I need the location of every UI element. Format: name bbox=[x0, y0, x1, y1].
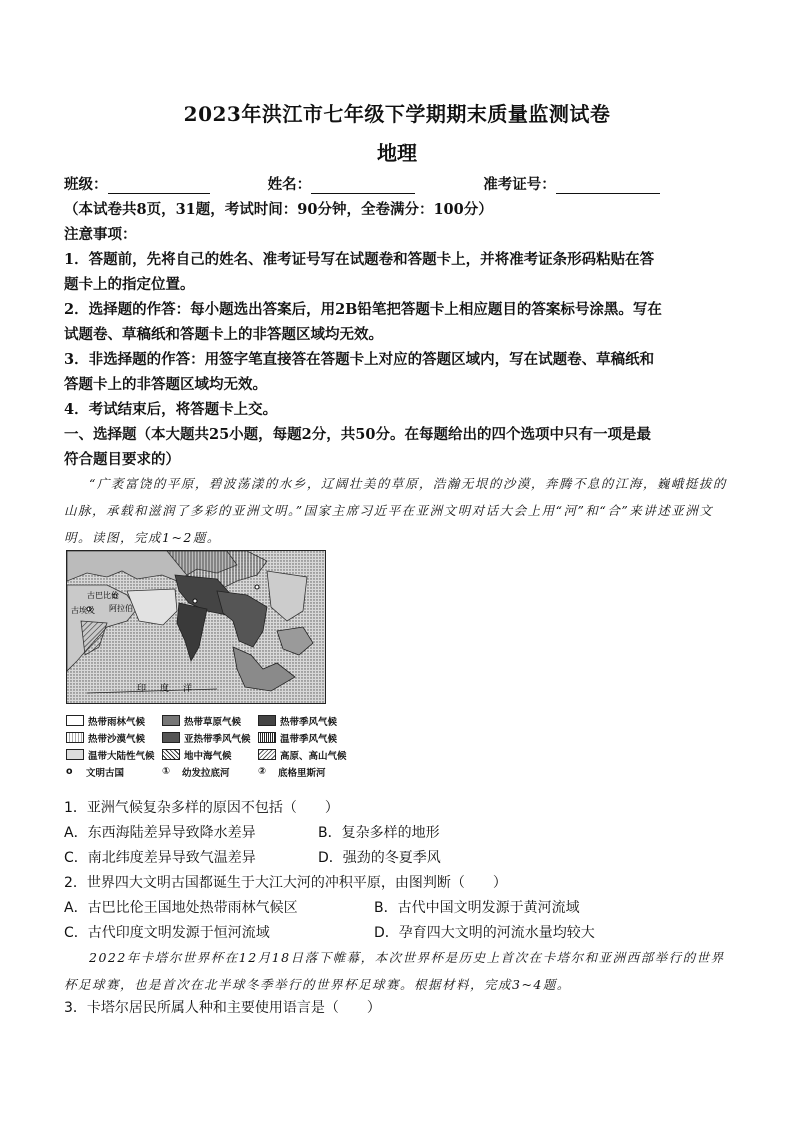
swatch bbox=[258, 749, 276, 760]
section-heading-b: 符合题目要求的） bbox=[64, 451, 180, 468]
swatch bbox=[162, 732, 180, 743]
class-label: 班级： bbox=[64, 176, 108, 193]
note-4: 4．考试结束后，将答题卡上交。 bbox=[64, 401, 278, 418]
civilization-mark: o bbox=[66, 766, 73, 777]
note-2a: 2．选择题的作答：每小题选出答案后，用2B铅笔把答题卡上相应题目的答案标号涂黑。写在 bbox=[64, 301, 662, 318]
exam-note: （本试卷共8页，31题，考试时间：90分钟，全卷满分：100分） bbox=[64, 201, 493, 218]
legend-label: 文明古国 bbox=[86, 767, 125, 779]
id-field[interactable] bbox=[556, 179, 660, 194]
swatch bbox=[258, 732, 276, 743]
section-heading-a: 一、选择题（本大题共25小题，每题2分，共50分。在每题给出的四个选项中只有一项是最 bbox=[64, 426, 651, 443]
name-label: 姓名： bbox=[267, 176, 312, 193]
swatch bbox=[162, 749, 180, 760]
swatch bbox=[162, 715, 180, 726]
notes-heading: 注意事项： bbox=[64, 226, 137, 243]
swatch bbox=[66, 749, 84, 760]
student-info-row bbox=[64, 173, 660, 194]
id-label: 准考证号： bbox=[483, 176, 556, 193]
q1-option-d[interactable]: D．强劲的冬夏季风 bbox=[318, 850, 441, 866]
label-babylon: 古巴比伦 bbox=[87, 591, 119, 600]
euphrates-mark: ① bbox=[162, 766, 171, 777]
asia-climate-map bbox=[66, 550, 326, 704]
legend-label: 温带大陆性气候 bbox=[88, 750, 155, 762]
legend-row bbox=[66, 746, 366, 763]
q2-option-b[interactable]: B．古代中国文明发源于黄河流域 bbox=[374, 900, 580, 916]
note-1b: 题卡上的指定位置。 bbox=[64, 276, 195, 293]
q3-stem: 3．卡塔尔居民所属人种和主要使用语言是（ ） bbox=[64, 1000, 381, 1016]
note-3b: 答题卡上的非答题区域均无效。 bbox=[64, 376, 267, 393]
map-graphic bbox=[67, 551, 325, 703]
map-legend bbox=[66, 712, 366, 780]
swatch bbox=[258, 715, 276, 726]
swatch bbox=[66, 715, 84, 726]
legend-label: 底格里斯河 bbox=[278, 767, 326, 779]
label-indian-ocean: 印度洋 bbox=[137, 684, 207, 694]
q2-option-a[interactable]: A．古巴比伦王国地处热带雨林气候区 bbox=[64, 900, 298, 916]
tigris-mark: ② bbox=[258, 766, 267, 777]
legend-label: 地中海气候 bbox=[184, 750, 232, 762]
exam-title: 2023年洪江市七年级下学期期末质量监测试卷 bbox=[183, 102, 611, 126]
q1-option-a[interactable]: A．东西海陆差异导致降水差异 bbox=[64, 825, 256, 841]
q2-stem: 2．世界四大文明古国都诞生于大江大河的冲积平原，由图判断（ ） bbox=[64, 875, 507, 891]
legend-label: 高原、高山气候 bbox=[280, 750, 347, 762]
note-1a: 1．答题前，先将自己的姓名、准考证号写在试题卷和答题卡上，并将准考证条形码粘贴在答 bbox=[64, 251, 655, 268]
label-arabia: 阿拉伯 bbox=[109, 604, 133, 613]
class-field[interactable] bbox=[108, 179, 210, 194]
legend-label: 幼发拉底河 bbox=[182, 767, 230, 779]
legend-label: 温带季风气候 bbox=[280, 733, 338, 745]
q2-option-d[interactable]: D．孕育四大文明的河流水量均较大 bbox=[374, 925, 595, 941]
note-2b: 试题卷、草稿纸和答题卡上的非答题区域均无效。 bbox=[64, 326, 383, 343]
legend-label: 亚热带季风气候 bbox=[184, 733, 251, 745]
legend-row bbox=[66, 763, 366, 780]
q1-stem: 1．亚洲气候复杂多样的原因不包括（ ） bbox=[64, 800, 339, 816]
label-egypt: 古埃及 bbox=[71, 606, 95, 615]
q1-option-b[interactable]: B．复杂多样的地形 bbox=[318, 825, 440, 841]
legend-label: 热带草原气候 bbox=[184, 716, 242, 728]
legend-row bbox=[66, 712, 366, 729]
note-3a: 3．非选择题的作答：用签字笔直接答在答题卡上对应的答题区域内，写在试题卷、草稿纸和 bbox=[64, 351, 655, 368]
legend-row bbox=[66, 729, 366, 746]
name-field[interactable] bbox=[311, 179, 415, 194]
subject-title: 地理 bbox=[377, 141, 417, 165]
legend-label: 热带雨林气候 bbox=[88, 716, 146, 728]
q2-option-c[interactable]: C．古代印度文明发源于恒河流域 bbox=[64, 925, 270, 941]
swatch bbox=[66, 732, 84, 743]
passage-1: “广袤富饶的平原，碧波荡漾的水乡，辽阔壮美的草原，浩瀚无垠的沙漠，奔腾不息的江海，巍峨挺拔的山脉，承载和滋润了多彩的亚洲文明。”国家主席习近平在亚洲文明对话大会上用“河”和“合”来讲述亚洲文明。读图，完成1~2题。 bbox=[64, 476, 727, 545]
passage-2: 2022年卡塔尔世界杯在12月18日落下帷幕，本次世界杯是历史上首次在卡塔尔和亚洲西部举行的世界杯足球赛，也是首次在北半球冬季举行的世界杯足球赛。根据材料，完成3~4题。 bbox=[64, 950, 725, 992]
legend-label: 热带季风气候 bbox=[280, 716, 338, 728]
q1-option-c[interactable]: C．南北纬度差异导致气温差异 bbox=[64, 850, 256, 866]
legend-label: 热带沙漠气候 bbox=[88, 733, 146, 745]
